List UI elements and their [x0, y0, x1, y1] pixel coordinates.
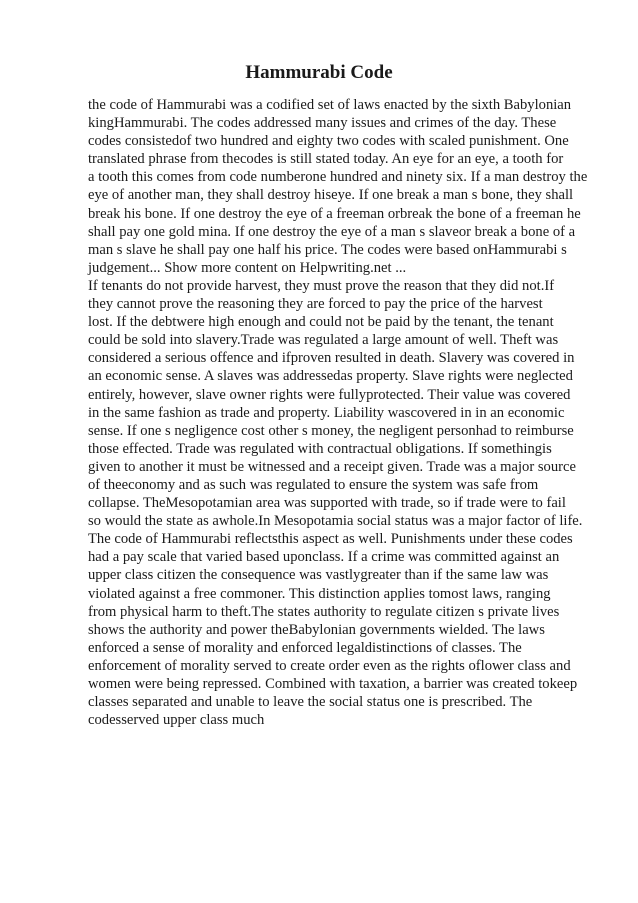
text-line: eye of another man, they shall destroy hiseye. If one break a man s bone, they shall — [88, 187, 574, 204]
document-body — [88, 96, 628, 729]
text-line: sense. If one s negligence cost other s money, the negligent personhad to reimburse — [88, 422, 574, 439]
text-line: man s slave he shall pay one half his price. The codes were based onHammurabi s — [88, 241, 567, 258]
text-line: translated phrase from thecodes is still stated today. An eye for an eye, a tooth for — [88, 151, 564, 168]
page-title: Hammurabi Code — [245, 62, 393, 83]
text-line: women were being repressed. Combined with taxation, a barrier was created tokeep — [88, 676, 578, 692]
text-line: kingHammurabi. The codes addressed many issues and crimes of the day. These — [88, 115, 557, 132]
text-line: could be sold into slavery.Trade was regulated a large amount of well. Theft was — [88, 332, 559, 349]
text-line: break his bone. If one destroy the eye of a freeman orbreak the bone of a freeman he — [88, 205, 581, 222]
text-line: an economic sense. A slaves was addressedas property. Slave rights were neglected — [88, 368, 573, 385]
text-line: codes consistedof two hundred and eighty two codes with scaled punishment. One — [88, 133, 569, 150]
text-line: entirely, however, slave owner rights were fullyprotected. Their value was covered — [88, 386, 571, 403]
text-line: enforced a sense of morality and enforced legaldistinctions of classes. The — [88, 639, 522, 656]
text-line: of theeconomy and as such was regulated to ensure the system was safe from — [88, 476, 539, 493]
text-line: considered a serious offence and ifproven resulted in death. Slavery was covered in — [88, 350, 575, 367]
text-line: codesserved upper class much — [88, 712, 265, 729]
text-line: The code of Hammurabi reflectsthis aspect as well. Punishments under these codes — [88, 531, 573, 548]
text-line: shows the authority and power theBabylonian governments wielded. The laws — [88, 621, 545, 638]
text-line: enforcement of morality served to create order even as the rights oflower class and — [88, 657, 571, 674]
text-line: lost. If the debtwere high enough and could not be paid by the tenant, the tenant — [88, 314, 554, 331]
text-line: had a pay scale that varied based uponclass. If a crime was committed against an — [88, 549, 560, 566]
text-line: from physical harm to theft.The states authority to regulate citizen s private lives — [88, 603, 560, 620]
text-line: judgement... Show more content on Helpwriting.net ... — [88, 259, 407, 276]
text-line: in the same fashion as trade and property. Liability wascovered in in an economic — [88, 404, 565, 421]
text-line: collapse. TheMesopotamian area was supported with trade, so if trade were to fail — [88, 495, 566, 512]
text-line: given to another it must be witnessed and a receipt given. Trade was a major source — [88, 458, 576, 475]
text-line: If tenants do not provide harvest, they must prove the reason that they did not.If — [88, 277, 555, 294]
text-line: classes separated and unable to leave the social status one is prescribed. The — [88, 694, 533, 711]
text-line: the code of Hammurabi was a codified set of laws enacted by the sixth Babylonian — [88, 97, 572, 113]
text-line: upper class citizen the consequence was vastlygreater than if the same law was — [88, 567, 549, 584]
text-line: they cannot prove the reasoning they are forced to pay the price of the harvest — [88, 296, 543, 313]
text-line: violated against a free commoner. This distinction applies tomost laws, ranging — [88, 585, 551, 602]
text-line: those effected. Trade was regulated with contractual obligations. If somethingis — [88, 440, 552, 457]
text-line: shall pay one gold mina. If one destroy the eye of a man s slaveor break a bone of a — [88, 223, 576, 240]
text-line: a tooth this comes from code numberone hundred and ninety six. If a man destroy the — [88, 169, 588, 186]
text-line: so would the state as awhole.In Mesopotamia social status was a major factor of life. — [88, 513, 583, 530]
